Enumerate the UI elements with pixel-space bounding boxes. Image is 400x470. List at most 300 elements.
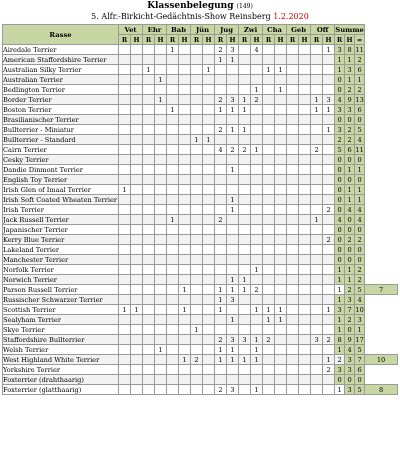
sum-cell: 0	[335, 245, 345, 255]
class-count-cell	[203, 75, 215, 85]
class-count-cell	[323, 375, 335, 385]
class-count-cell	[227, 375, 239, 385]
class-count-cell	[119, 365, 131, 375]
class-count-cell	[143, 185, 155, 195]
class-count-cell	[251, 65, 263, 75]
sum-cell: 4	[355, 215, 365, 225]
class-count-cell: 1	[251, 145, 263, 155]
class-count-cell	[275, 105, 287, 115]
class-count-cell	[323, 135, 335, 145]
class-count-cell	[287, 375, 299, 385]
class-count-cell	[287, 155, 299, 165]
class-count-cell	[251, 325, 263, 335]
class-count-cell	[179, 325, 191, 335]
sub-header-r: R	[119, 35, 131, 45]
class-count-cell	[299, 315, 311, 325]
class-count-cell	[287, 195, 299, 205]
class-count-cell	[227, 325, 239, 335]
class-count-cell	[311, 155, 323, 165]
class-count-cell	[323, 265, 335, 275]
table-row	[3, 345, 398, 355]
class-count-cell	[251, 225, 263, 235]
breed-name: West Highland White Terrier	[3, 355, 119, 365]
class-count-cell: 2	[335, 355, 345, 365]
class-count-cell	[311, 195, 323, 205]
class-count-cell	[167, 135, 179, 145]
class-count-cell	[323, 195, 335, 205]
column-header-summe: Summe	[335, 25, 364, 34]
class-count-cell	[215, 165, 227, 175]
class-count-cell	[239, 45, 251, 55]
class-count-cell	[191, 85, 203, 95]
class-count-cell	[131, 45, 143, 55]
sum-cell: 1	[345, 185, 355, 195]
class-count-cell	[191, 205, 203, 215]
class-count-cell	[263, 235, 275, 245]
class-count-cell	[215, 315, 227, 325]
class-count-cell	[131, 65, 143, 75]
class-count-cell	[131, 335, 143, 345]
sum-cell: 1	[355, 325, 365, 335]
class-count-cell	[179, 375, 191, 385]
class-count-cell	[179, 275, 191, 285]
class-count-cell	[143, 105, 155, 115]
sum-cell: 0	[335, 165, 345, 175]
class-count-cell	[215, 275, 227, 285]
class-count-cell	[287, 185, 299, 195]
class-count-cell	[119, 325, 131, 335]
sum-cell: 1	[355, 185, 365, 195]
class-count-cell	[167, 365, 179, 375]
class-count-cell	[191, 95, 203, 105]
class-count-cell: 1	[227, 105, 239, 115]
class-count-cell	[323, 325, 335, 335]
class-count-cell	[287, 365, 299, 375]
class-count-cell: 1	[323, 105, 335, 115]
class-count-cell: 1	[275, 315, 287, 325]
class-count-cell	[155, 275, 167, 285]
class-count-cell	[227, 365, 239, 375]
class-count-cell	[287, 135, 299, 145]
sum-cell: 1	[355, 195, 365, 205]
sum-cell: 2	[345, 85, 355, 95]
sum-cell: 2	[355, 85, 365, 95]
class-count-cell	[299, 275, 311, 285]
class-count-cell	[275, 185, 287, 195]
class-count-cell	[323, 65, 335, 75]
class-count-cell: 2	[215, 45, 227, 55]
class-count-cell: 2	[215, 95, 227, 105]
class-count-cell	[299, 55, 311, 65]
class-count-cell	[299, 305, 311, 315]
class-count-cell	[311, 175, 323, 185]
class-count-cell	[227, 255, 239, 265]
class-count-cell	[251, 125, 263, 135]
page-subtitle	[0, 12, 400, 22]
sub-header-h: H	[299, 35, 311, 45]
class-count-cell	[131, 135, 143, 145]
sum-cell: 0	[345, 175, 355, 185]
class-count-cell	[179, 205, 191, 215]
sum-cell: 0	[345, 115, 355, 125]
class-count-cell	[311, 255, 323, 265]
sum-header-h: H	[346, 35, 353, 44]
class-count-cell	[131, 235, 143, 245]
class-count-cell: 1	[239, 285, 251, 295]
sum-cell: 0	[355, 115, 365, 125]
class-count-cell	[119, 245, 131, 255]
class-count-cell	[251, 295, 263, 305]
class-count-cell	[263, 265, 275, 275]
class-count-cell	[215, 225, 227, 235]
class-count-cell	[311, 55, 323, 65]
class-count-cell	[203, 265, 215, 275]
sum-cell: 0	[345, 375, 355, 385]
class-count-cell: 1	[227, 285, 239, 295]
class-count-cell	[155, 225, 167, 235]
sum-cell: 1	[335, 65, 345, 75]
class-count-cell: 1	[311, 215, 323, 225]
class-count-cell	[239, 215, 251, 225]
class-count-cell	[215, 325, 227, 335]
sum-cell: 3	[355, 315, 365, 325]
class-count-cell	[155, 235, 167, 245]
class-count-cell	[131, 225, 143, 235]
class-count-cell	[275, 375, 287, 385]
breed-name: Parson Russell Terrier	[3, 285, 119, 295]
class-count-cell	[155, 385, 167, 395]
class-count-cell	[131, 205, 143, 215]
class-count-cell	[299, 245, 311, 255]
class-count-cell	[119, 75, 131, 85]
table-row	[3, 215, 398, 225]
class-count-cell	[191, 295, 203, 305]
class-count-cell	[143, 135, 155, 145]
class-count-cell	[143, 155, 155, 165]
class-count-cell: 1	[227, 55, 239, 65]
sum-cell: 9	[345, 95, 355, 105]
class-count-cell	[203, 305, 215, 315]
class-count-cell	[215, 265, 227, 275]
class-count-cell	[203, 245, 215, 255]
class-count-cell	[299, 75, 311, 85]
class-count-cell	[191, 175, 203, 185]
breed-name: Manchester Terrier	[3, 255, 119, 265]
sum-cell: 7	[365, 285, 398, 295]
sum-cell: 0	[355, 245, 365, 255]
sum-cell: 0	[345, 155, 355, 165]
class-count-cell	[287, 305, 299, 315]
class-count-cell: 2	[215, 125, 227, 135]
class-count-cell	[299, 235, 311, 245]
sum-cell: 2	[345, 285, 355, 295]
class-count-cell	[263, 185, 275, 195]
class-count-cell	[323, 385, 335, 395]
class-count-cell	[215, 185, 227, 195]
breed-name: Norfolk Terrier	[3, 265, 119, 275]
table-row	[3, 305, 398, 315]
class-count-cell	[311, 295, 323, 305]
class-count-cell	[275, 345, 287, 355]
class-count-cell	[119, 135, 131, 145]
class-count-cell	[275, 95, 287, 105]
class-count-cell	[299, 325, 311, 335]
class-count-cell: 2	[323, 365, 335, 375]
class-count-cell	[119, 355, 131, 365]
table-row	[3, 125, 398, 135]
class-count-cell	[131, 95, 143, 105]
class-count-cell	[119, 195, 131, 205]
class-count-cell	[287, 45, 299, 55]
class-count-cell: 2	[251, 95, 263, 105]
class-count-cell	[215, 255, 227, 265]
class-count-cell: 1	[155, 345, 167, 355]
class-count-cell	[227, 65, 239, 75]
sum-cell: 0	[355, 155, 365, 165]
class-count-cell	[251, 105, 263, 115]
sum-cell: 1	[345, 55, 355, 65]
class-count-cell	[215, 115, 227, 125]
class-count-cell	[311, 235, 323, 245]
class-count-cell	[215, 245, 227, 255]
class-count-cell: 1	[275, 305, 287, 315]
column-header-ehr: Ehr	[143, 25, 167, 35]
sum-cell: 6	[355, 365, 365, 375]
table-row	[3, 245, 398, 255]
breed-name: Cesky Terrier	[3, 155, 119, 165]
class-count-cell	[263, 255, 275, 265]
class-count-cell	[275, 255, 287, 265]
class-count-cell	[143, 95, 155, 105]
class-count-cell	[191, 75, 203, 85]
class-count-cell: 1	[215, 345, 227, 355]
table-row	[3, 315, 398, 325]
class-count-cell	[263, 125, 275, 135]
class-count-cell	[251, 55, 263, 65]
class-count-cell	[119, 285, 131, 295]
table-row	[3, 295, 398, 305]
sum-cell: 5	[355, 385, 365, 395]
class-count-cell	[239, 185, 251, 195]
class-count-cell	[179, 125, 191, 135]
class-count-cell	[239, 305, 251, 315]
class-count-cell: 1	[251, 335, 263, 345]
class-count-cell	[155, 45, 167, 55]
class-count-cell	[155, 325, 167, 335]
class-count-cell	[143, 215, 155, 225]
sum-cell: 1	[355, 75, 365, 85]
class-count-cell	[263, 115, 275, 125]
class-count-cell	[287, 225, 299, 235]
class-count-cell	[275, 165, 287, 175]
sum-cell: 0	[335, 375, 345, 385]
sum-cell: 7	[355, 355, 365, 365]
class-count-cell	[155, 245, 167, 255]
class-count-cell	[215, 205, 227, 215]
class-count-cell	[167, 75, 179, 85]
class-count-cell	[167, 315, 179, 325]
sum-cell: 1	[345, 265, 355, 275]
class-count-cell	[323, 85, 335, 95]
class-count-cell	[143, 235, 155, 245]
sub-header-h: H	[131, 35, 143, 45]
class-count-cell	[287, 335, 299, 345]
sum-cell: 1	[345, 165, 355, 175]
class-count-cell	[203, 175, 215, 185]
sum-cell: 6	[355, 65, 365, 75]
class-count-cell	[275, 385, 287, 395]
class-count-cell	[263, 175, 275, 185]
sum-cell: 0	[355, 225, 365, 235]
class-count-cell: 1	[323, 305, 335, 315]
class-count-cell	[119, 165, 131, 175]
table-row	[3, 45, 398, 55]
class-count-cell	[143, 365, 155, 375]
class-count-cell: 1	[179, 355, 191, 365]
class-count-cell	[155, 285, 167, 295]
class-count-cell: 1	[167, 215, 179, 225]
class-count-cell	[323, 175, 335, 185]
class-count-cell: 1	[323, 45, 335, 55]
class-count-cell	[311, 275, 323, 285]
class-count-cell	[191, 365, 203, 375]
sum-header-r: R	[335, 35, 345, 45]
class-count-cell	[119, 65, 131, 75]
sum-cell: 5	[335, 145, 345, 155]
class-count-cell	[131, 375, 143, 385]
breed-name: Welsh Terrier	[3, 345, 119, 355]
class-count-cell	[251, 205, 263, 215]
class-count-cell	[191, 55, 203, 65]
sum-cell: 4	[355, 135, 365, 145]
class-count-cell	[143, 55, 155, 65]
sum-cell: 0	[355, 175, 365, 185]
class-count-cell	[155, 65, 167, 75]
class-count-cell	[167, 255, 179, 265]
sum-header-total: =	[355, 35, 365, 45]
table-row	[3, 55, 398, 65]
class-count-cell	[275, 215, 287, 225]
class-count-cell	[287, 245, 299, 255]
class-count-cell	[203, 55, 215, 65]
class-count-cell: 1	[227, 275, 239, 285]
class-count-cell	[275, 145, 287, 155]
class-count-cell: 3	[227, 335, 239, 345]
class-count-cell	[287, 105, 299, 115]
breed-name: Lakeland Terrier	[3, 245, 119, 255]
class-count-cell	[239, 375, 251, 385]
class-count-cell: 2	[323, 335, 335, 345]
class-count-cell	[299, 215, 311, 225]
breed-name: Sealyham Terrier	[3, 315, 119, 325]
class-count-cell: 4	[215, 145, 227, 155]
sum-cell: 13	[355, 95, 364, 104]
class-count-cell	[143, 265, 155, 275]
breed-name: Australian Terrier	[3, 75, 119, 85]
class-count-cell	[275, 275, 287, 285]
class-count-cell: 1	[263, 305, 275, 315]
class-count-cell	[131, 295, 143, 305]
class-count-cell	[287, 65, 299, 75]
class-count-cell	[203, 205, 215, 215]
class-count-cell	[251, 165, 263, 175]
sum-cell: 3	[345, 65, 355, 75]
page-title	[0, 0, 400, 12]
class-count-cell	[287, 275, 299, 285]
class-count-cell	[323, 75, 335, 85]
class-count-cell	[263, 165, 275, 175]
class-count-cell	[239, 55, 251, 65]
sum-cell: 17	[355, 335, 364, 344]
class-count-cell	[203, 315, 215, 325]
class-count-cell	[287, 205, 299, 215]
class-count-cell	[311, 315, 323, 325]
class-count-cell: 1	[227, 165, 239, 175]
class-count-cell	[167, 55, 179, 65]
table-row	[3, 335, 398, 345]
class-count-cell	[131, 185, 143, 195]
breed-name: Irish Soft Coated Wheaten Terrier	[3, 195, 118, 204]
class-count-cell	[143, 345, 155, 355]
class-count-cell	[275, 195, 287, 205]
class-count-cell	[287, 95, 299, 105]
class-count-cell: 1	[215, 105, 227, 115]
sub-header-h: H	[179, 35, 191, 45]
class-count-cell	[227, 115, 239, 125]
class-count-cell	[155, 305, 167, 315]
class-count-cell	[155, 145, 167, 155]
sum-cell: 3	[335, 305, 345, 315]
breed-name: Yorkshire Terrier	[3, 365, 119, 375]
breed-name: Foxterrier (drahthaarig)	[3, 375, 119, 385]
class-count-cell	[275, 235, 287, 245]
class-count-cell	[119, 85, 131, 95]
class-count-cell	[203, 345, 215, 355]
class-count-cell: 3	[311, 335, 323, 345]
class-count-cell	[287, 75, 299, 85]
class-count-cell	[119, 385, 131, 395]
class-count-cell: 1	[143, 65, 155, 75]
class-count-cell: 2	[215, 335, 227, 345]
class-count-cell	[287, 125, 299, 135]
breed-name: Boston Terrier	[3, 105, 119, 115]
class-count-cell	[167, 175, 179, 185]
class-count-cell	[311, 165, 323, 175]
class-count-cell	[143, 335, 155, 345]
class-count-cell	[263, 45, 275, 55]
sum-cell: 8	[365, 385, 398, 395]
class-count-cell	[311, 385, 323, 395]
class-count-cell	[287, 265, 299, 275]
class-count-cell	[263, 205, 275, 215]
class-count-cell	[299, 95, 311, 105]
class-count-cell	[131, 195, 143, 205]
class-count-cell	[311, 185, 323, 195]
class-count-cell	[227, 215, 239, 225]
table-row	[3, 175, 398, 185]
class-count-cell	[143, 85, 155, 95]
sum-cell: 1	[335, 325, 345, 335]
table-row	[3, 95, 398, 105]
class-count-cell	[251, 245, 263, 255]
class-count-cell: 1	[275, 65, 287, 75]
sub-header-h: H	[323, 35, 335, 45]
class-count-cell	[239, 345, 251, 355]
breed-name: Staffordshire Bullterrier	[3, 335, 119, 345]
class-count-cell	[311, 265, 323, 275]
sum-cell: 0	[335, 205, 345, 215]
class-count-cell	[191, 115, 203, 125]
